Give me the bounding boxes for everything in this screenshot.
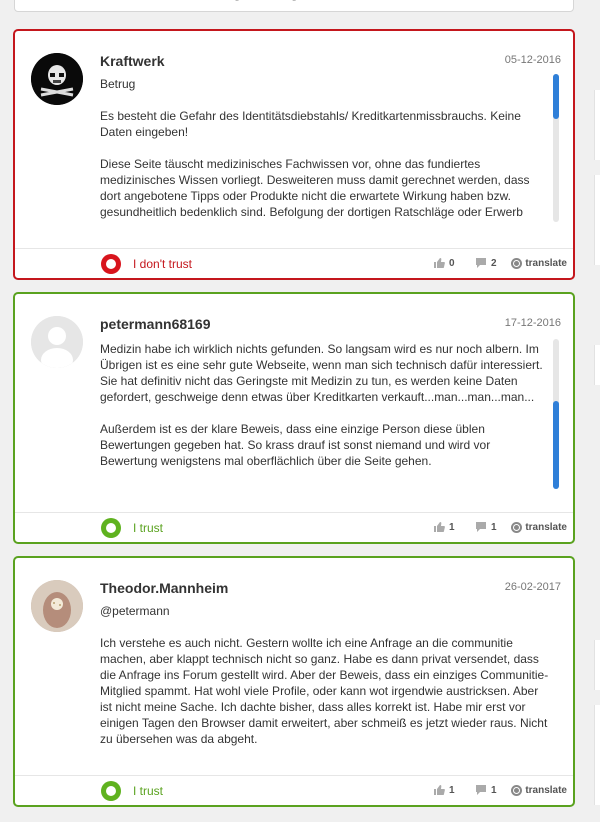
trust-icon (101, 518, 121, 538)
translate-button[interactable] (511, 522, 567, 533)
review-card (13, 292, 575, 544)
username[interactable]: Kraftwerk (100, 53, 165, 69)
globe-icon (511, 522, 522, 533)
review-footer (15, 512, 573, 542)
avatar[interactable] (31, 53, 83, 105)
side-panel-edge (594, 640, 600, 690)
distrust-icon (101, 254, 121, 274)
scrollbar-thumb[interactable] (553, 401, 559, 489)
review-subject: @petermann (100, 604, 170, 618)
side-panel-edge (594, 175, 600, 265)
globe-icon (511, 258, 522, 269)
review-text[interactable] (100, 603, 549, 753)
review-date: 17-12-2016 (504, 317, 561, 329)
review-date: 26-02-2017 (504, 581, 561, 593)
review-paragraph: Außerdem ist es der klare Beweis, dass eine einzige Person diese üblen Bewertungen gegeben hat. So krass drauf ist sonst niemand und wird vor Bewertung wenigstens mal oberflächlich über die Seite gehen. (100, 422, 491, 468)
review-paragraph: Diese Seite täuscht medizinisches Fachwissen vor, ohne das fundiertes medizinisches Wissen vorliegt. Desweiteren muss damit gerechnet werden, dass dort angebotene Tipps oder Produkte nicht die erwartete Wirkung haben bzw. gesundheitlich bedenklich sind. Befolgung der dortigen Ratschläge oder Erwerb (100, 157, 530, 219)
review-date: 05-12-2016 (504, 54, 561, 66)
login-prompt-bar[interactable] (14, 0, 574, 12)
login-prompt-text (174, 0, 415, 1)
comment-button[interactable] (475, 784, 497, 796)
username[interactable]: petermann68169 (100, 316, 211, 332)
avatar[interactable] (31, 580, 83, 632)
review-card (13, 29, 575, 280)
review-text[interactable] (100, 341, 549, 489)
globe-icon (511, 785, 522, 796)
like-count: 1 (449, 784, 455, 796)
thumbs-up-icon (433, 257, 445, 269)
translate-label: translate (525, 258, 567, 269)
review-card (13, 556, 575, 807)
review-paragraph: Es besteht die Gefahr des Identitätsdiebstahls/ Kreditkartenmissbrauchs. Keine Daten eingeben! (100, 109, 521, 139)
translate-button[interactable] (511, 785, 567, 796)
trust-label: I trust (133, 521, 164, 535)
like-count: 1 (449, 521, 455, 533)
translate-label: translate (525, 785, 567, 796)
thumbs-up-icon (433, 784, 445, 796)
like-count: 0 (449, 257, 455, 269)
comment-icon (475, 257, 487, 269)
side-panel-edge (594, 90, 600, 160)
review-text[interactable] (100, 76, 549, 224)
translate-button[interactable] (511, 258, 567, 269)
thumbs-up-icon (433, 521, 445, 533)
side-panel-edge (594, 705, 600, 805)
review-paragraph: Medizin habe ich wirklich nichts gefunden. So langsam wird es nur noch albern. Im Übrigen ist es eine sehr gute Webseite, wenn man sich technisch dafür interessiert. Sie hat definitiv nicht das Geringste mit Medizin zu tun, es werden keine Daten gefordert, geschweige denn etwas über Kreditkarten verkauft...man...man...man... (100, 342, 543, 404)
trust-icon (101, 781, 121, 801)
side-panel-edge (594, 345, 600, 385)
review-scrollbar[interactable] (553, 74, 559, 222)
comment-count: 2 (491, 257, 497, 269)
comment-button[interactable] (475, 521, 497, 533)
avatar[interactable] (31, 316, 83, 368)
like-button[interactable] (433, 521, 455, 533)
trust-label: I don't trust (133, 257, 192, 271)
review-scrollbar[interactable] (553, 339, 559, 489)
review-paragraph: Ich verstehe es auch nicht. Gestern wollte ich eine Anfrage an die communitie machen, aber klappt technisch nicht so ganz. Habe es dann privat versendet, dass die Anfrage ins Forum gestellt wird. Aber der Beweis, dass ein einziges Communitie-Mitglied spammt. Hat wohl viele Profile, oder kann wot irgendwie austricksen. Aber ist nicht meine Sache. Ich dachte bisher, dass alles korrekt ist. Habe mir erst vor einigen Tagen den Browser damit erweitert, aber schmeiß es jetzt wieder raus. Nicht zu übersehen was da abgeht. (100, 636, 549, 746)
comment-count: 1 (491, 521, 497, 533)
comment-icon (475, 784, 487, 796)
review-footer (15, 775, 573, 805)
like-button[interactable] (433, 257, 455, 269)
comment-count: 1 (491, 784, 497, 796)
like-button[interactable] (433, 784, 455, 796)
trust-label: I trust (133, 784, 164, 798)
review-footer (15, 248, 573, 278)
scrollbar-thumb[interactable] (553, 74, 559, 119)
username[interactable]: Theodor.Mannheim (100, 580, 229, 596)
comment-button[interactable] (475, 257, 497, 269)
review-subject: Betrug (100, 77, 136, 91)
translate-label: translate (525, 522, 567, 533)
comment-icon (475, 521, 487, 533)
